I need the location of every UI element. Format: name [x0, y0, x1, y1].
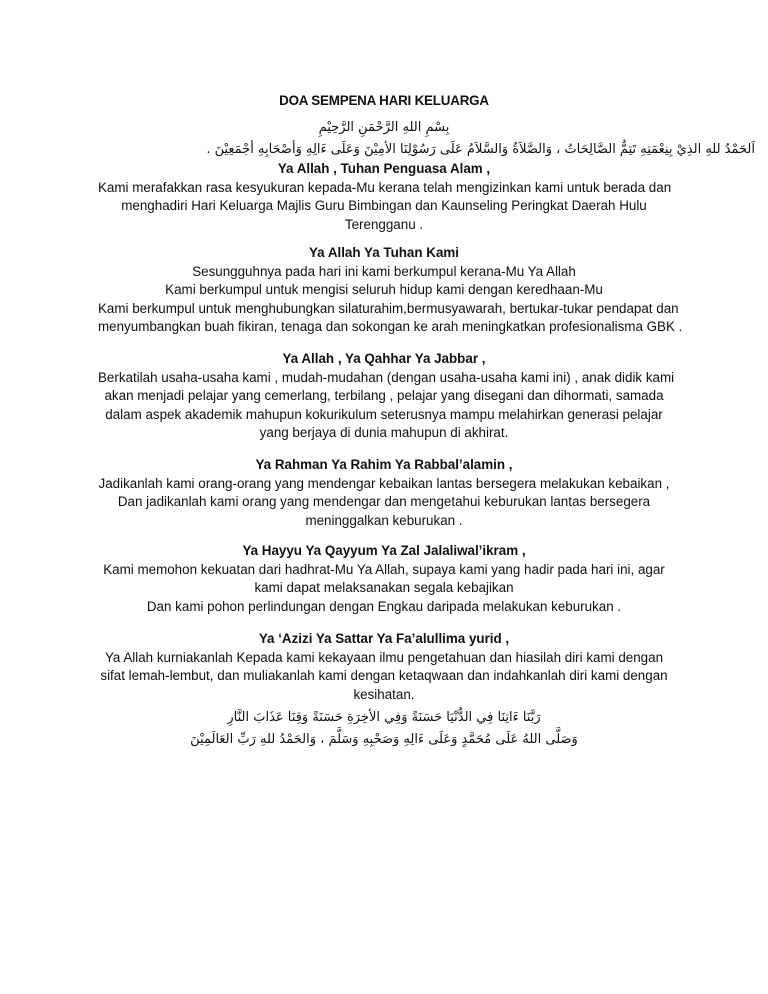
section-line: Berkatilah usaha-usaha kami , mudah-mudahan (dengan usaha-usaha kami ini) , anak didik kami — [98, 369, 675, 385]
section-line: Dan jadikanlah kami orang yang mendengar dan mengetahui keburukan lantas bersegera — [117, 494, 651, 510]
section-azizi-sattar — [98, 630, 670, 704]
section-hayyu-qayyum — [98, 542, 670, 616]
section-qahhar-jabbar — [98, 350, 675, 443]
section-line: dalam aspek akademik mahupun kokurikulum seterusnya mampu melahirkan generasi pelajar — [105, 406, 663, 422]
opening-praise: اَلحَمْدُ للهِ الذِيْ بِنِعْمَتِهِ تَتِمُّ الصَّالِحَاتُ ، وَالصَّلاَةُ وَالسَّلاَمُ عَلَى رَسُوْلِنَا الأمِيْنَ وَعَلَى ءَالِهِ وَأصْحَابِهِ أجْمَعِيْنَ . — [206, 142, 755, 157]
closing-doa-line: رَبَّنَا ءَاتِنَا فِي الدُّنْيَا حَسَنَةً وَفِي الأخِرَةِ حَسَنَةً وَقِنَا عَذَابَ النَّارِ — [227, 710, 541, 725]
section-line: Kami memohon kekuatan dari hadhrat-Mu Ya Allah, supaya kami yang hadir pada hari ini, agar — [103, 561, 665, 577]
section-line: kesihatan. — [353, 686, 415, 702]
section-line: Ya Allah kurniakanlah Kepada kami kekayaan ilmu pengetahuan dan hiasilah diri kami dengan — [104, 649, 664, 665]
section-line: Kami berkumpul untuk menghubungkan silaturahim,bermusyawarah, bertukar-tukar pendapat dan — [98, 300, 679, 316]
section-heading: Ya Allah , Ya Qahhar Ya Jabbar , — [282, 351, 486, 366]
section-line: Kami merafakkan rasa kesyukuran kepada-Mu kerana telah mengizinkan kami untuk berada dan — [98, 179, 672, 195]
section-line: akan menjadi pelajar yang cemerlang, terbilang , pelajar yang disegani dan dihormati, samada — [104, 388, 664, 404]
section-line: Jadikanlah kami orang-orang yang mendengar kebaikan lantas bersegera melakukan kebaikan , — [98, 475, 670, 491]
section-line: Terengganu . — [344, 216, 424, 232]
section-heading: Ya ‘Azizi Ya Sattar Ya Fa’alullima yurid , — [258, 631, 510, 646]
section-tuhan-penguasa-alam — [98, 160, 670, 234]
document-title: DOA SEMPENA HARI KELUARGA — [279, 93, 489, 108]
section-line: sifat lemah-lembut, dan muliakanlah kami dengan ketaqwaan dan indahkanlah diri kami dengan — [100, 668, 668, 684]
section-line: meninggalkan keburukan . — [305, 512, 463, 528]
section-heading: Ya Allah Ya Tuhan Kami — [308, 245, 460, 260]
section-line: Sesungguhnya pada hari ini kami berkumpul kerana-Mu Ya Allah — [192, 263, 576, 279]
section-heading: Ya Allah , Tuhan Penguasa Alam , — [277, 161, 491, 176]
section-line: yang berjaya di dunia mahupun di akhirat. — [259, 425, 509, 441]
section-line: kami dapat melaksanakan segala kebajikan — [254, 580, 514, 596]
section-line: Kami berkumpul untuk mengisi seluruh hidup kami dengan keredhaan-Mu — [165, 282, 603, 298]
basmalah: بِسْمِ اللهِ الرَّحْمَنِ الرَّحِيْمِ — [318, 120, 450, 135]
section-tuhan-kami — [98, 244, 683, 337]
section-line: menghadiri Hari Keluarga Majlis Guru Bimbingan dan Kaunseling Peringkat Daerah Hulu — [121, 198, 647, 214]
closing-salawat-line: وَصَلَّى اللهُ عَلَى مُحَمَّدٍ وَعَلَى ءَالِهِ وَصَحْبِهِ وَسَلَّمَ ، وَالحَمْدُ للهِ رَبِّ العَالَمِيْنَ — [190, 732, 578, 747]
section-line: menyumbangkan buah fikiran, tenaga dan sokongan ke arah meningkatkan profesionalisma GBK . — [98, 319, 683, 335]
section-line: Dan kami pohon perlindungan dengan Engkau daripada melakukan keburukan . — [146, 598, 622, 614]
section-heading: Ya Rahman Ya Rahim Ya Rabbal’alamin , — [255, 457, 513, 472]
section-rahman-rahim — [98, 456, 670, 530]
section-heading: Ya Hayyu Ya Qayyum Ya Zal Jalaliwal’ikram , — [242, 543, 526, 558]
